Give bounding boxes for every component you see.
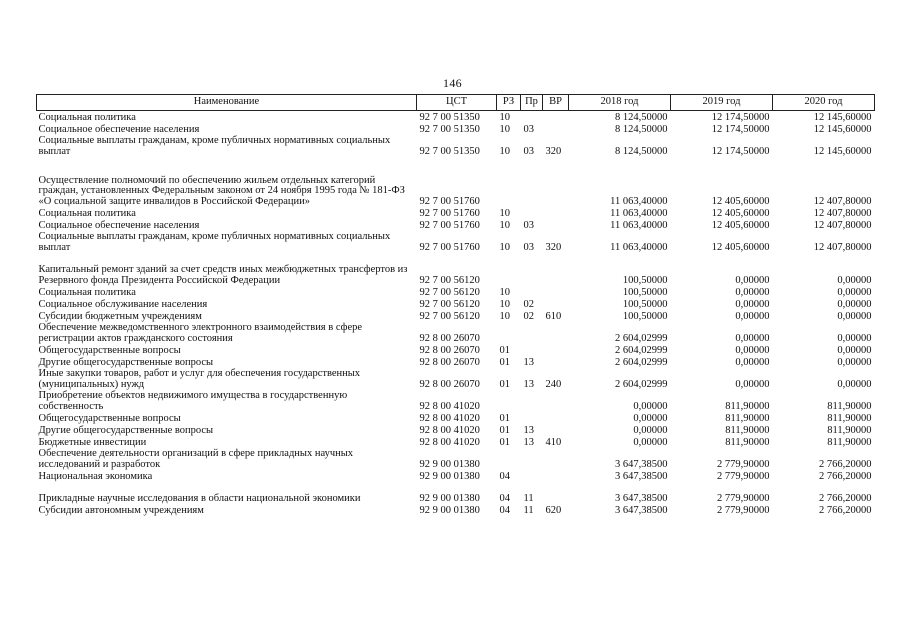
- cell-2020: 2 766,20000: [819, 504, 872, 516]
- table-row: [37, 390, 875, 412]
- table-row: [37, 412, 875, 424]
- table-row: [37, 344, 875, 356]
- cell-2020: 12 407,80000: [813, 195, 872, 207]
- cell-cst: 92 7 00 51760: [419, 241, 480, 253]
- cell-pr: [521, 344, 543, 356]
- cell-rz: [497, 390, 521, 412]
- cell-cst: 92 7 00 51760: [419, 195, 480, 207]
- cell-cst: 92 7 00 51350: [419, 145, 480, 157]
- cell-2019: 0,00000: [735, 344, 770, 356]
- cell-2019: 2 779,90000: [717, 458, 770, 470]
- cell-2019: 12 405,60000: [711, 241, 770, 253]
- cell-cst: 92 8 00 26070: [419, 344, 480, 356]
- cell-2020: 2 766,20000: [819, 458, 872, 470]
- cell-rz: 04: [499, 470, 510, 482]
- cell-2019: 0,00000: [735, 356, 770, 368]
- cell-cst: 92 8 00 41020: [419, 436, 480, 448]
- table-row: [37, 253, 875, 286]
- cell-rz: [497, 253, 521, 286]
- cell-pr: [521, 157, 543, 207]
- cell-cst: 92 8 00 26070: [419, 378, 480, 390]
- cell-vr: 620: [545, 504, 562, 516]
- header-2019: 2019 год: [671, 95, 773, 111]
- cell-2019: 12 174,50000: [711, 111, 770, 123]
- cell-rz: 10: [499, 310, 510, 322]
- cell-2018: 11 063,40000: [610, 195, 668, 207]
- cell-cst: 92 7 00 56120: [419, 274, 480, 286]
- cell-pr: [521, 111, 543, 124]
- cell-vr: [543, 286, 569, 298]
- cell-2019: 811,90000: [725, 400, 770, 412]
- header-name: Наименование: [37, 95, 417, 111]
- cell-2020: 0,00000: [837, 286, 872, 298]
- cell-cst: 92 8 00 26070: [419, 356, 480, 368]
- cell-pr: 02: [523, 298, 534, 310]
- cell-vr: [543, 470, 569, 482]
- cell-2020: 12 407,80000: [813, 207, 872, 219]
- cell-2019: 811,90000: [725, 436, 770, 448]
- cell-2020: 0,00000: [837, 344, 872, 356]
- cell-vr: [543, 448, 569, 470]
- cell-rz: 10: [499, 298, 510, 310]
- cell-vr: [543, 482, 569, 504]
- cell-vr: [543, 219, 569, 231]
- cell-pr: 13: [523, 378, 534, 390]
- cell-2018: 0,00000: [633, 400, 668, 412]
- cell-name: Другие общегосударственные вопросы: [38, 356, 214, 368]
- cell-2019: 0,00000: [735, 298, 770, 310]
- cell-rz: 01: [499, 378, 510, 390]
- cell-2018: 0,00000: [633, 436, 668, 448]
- cell-cst: 92 9 00 01380: [419, 458, 480, 470]
- cell-2018: 0,00000: [633, 424, 668, 436]
- cell-name: Субсидии автономным учреждениям: [38, 504, 204, 516]
- cell-vr: [543, 111, 569, 124]
- cell-2019: 0,00000: [735, 286, 770, 298]
- page-number: 146: [443, 76, 462, 90]
- cell-rz: 04: [499, 504, 510, 516]
- cell-rz: 10: [499, 111, 510, 123]
- cell-2019: 0,00000: [735, 378, 770, 390]
- cell-vr: [543, 123, 569, 135]
- cell-2018: 100,50000: [622, 310, 668, 322]
- cell-name: Социальное обеспечение населения: [38, 123, 200, 135]
- cell-rz: 01: [499, 424, 510, 436]
- cell-2020: 811,90000: [827, 400, 872, 412]
- cell-vr: [543, 344, 569, 356]
- cell-2019: 12 405,60000: [711, 207, 770, 219]
- cell-rz: 10: [499, 123, 510, 135]
- table-header-row: [37, 95, 875, 111]
- cell-2019: 2 779,90000: [717, 504, 770, 516]
- table-row: [37, 310, 875, 322]
- cell-2020: 0,00000: [837, 378, 872, 390]
- cell-pr: [521, 412, 543, 424]
- cell-cst: 92 9 00 01380: [419, 492, 480, 504]
- cell-2019: 12 405,60000: [711, 195, 770, 207]
- table-row: [37, 231, 875, 253]
- table-row: [37, 424, 875, 436]
- cell-rz: [497, 322, 521, 344]
- cell-2019: 811,90000: [725, 412, 770, 424]
- cell-rz: 10: [499, 207, 510, 219]
- cell-2020: 0,00000: [837, 332, 872, 344]
- cell-rz: 10: [499, 145, 510, 157]
- cell-pr: 11: [523, 492, 534, 504]
- table-row: [37, 504, 875, 516]
- cell-2020: 12 145,60000: [813, 145, 872, 157]
- cell-pr: 13: [523, 436, 534, 448]
- cell-rz: 01: [499, 344, 510, 356]
- cell-2019: 0,00000: [735, 332, 770, 344]
- cell-pr: [521, 390, 543, 412]
- table-row: [37, 135, 875, 157]
- cell-2019: 2 779,90000: [717, 492, 770, 504]
- cell-cst: 92 7 00 56120: [419, 310, 480, 322]
- cell-2020: 0,00000: [837, 274, 872, 286]
- cell-2020: 12 145,60000: [813, 111, 872, 123]
- header-pr: Пр: [521, 95, 543, 111]
- table-body: [37, 111, 875, 517]
- cell-vr: 610: [545, 310, 562, 322]
- header-cst: ЦСТ: [417, 95, 497, 111]
- cell-vr: [543, 412, 569, 424]
- cell-vr: [543, 390, 569, 412]
- table-row: [37, 356, 875, 368]
- cell-2018: 2 604,02999: [615, 378, 668, 390]
- cell-2019: 811,90000: [725, 424, 770, 436]
- cell-name: Обеспечение межведомственного электронного взаимодействия в сфере регистрации актов гражданского состояния: [38, 322, 363, 344]
- cell-name: Социальное обеспечение населения: [38, 219, 200, 231]
- cell-rz: 04: [499, 492, 510, 504]
- cell-name: Социальная политика: [38, 111, 136, 123]
- cell-2020: 811,90000: [827, 412, 872, 424]
- cell-2018: 100,50000: [622, 298, 668, 310]
- cell-pr: [521, 253, 543, 286]
- cell-2018: 100,50000: [622, 274, 668, 286]
- cell-2020: 12 145,60000: [813, 123, 872, 135]
- cell-vr: 320: [545, 241, 562, 253]
- cell-vr: [543, 322, 569, 344]
- cell-pr: 11: [523, 504, 534, 516]
- cell-2020: 12 407,80000: [813, 241, 872, 253]
- table-row: [37, 448, 875, 470]
- cell-name: Капитальный ремонт зданий за счет средств иных межбюджетных трансфертов из Резервного фонда Президента Российской Федерации: [38, 264, 408, 286]
- cell-2019: 12 405,60000: [711, 219, 770, 231]
- cell-name: Бюджетные инвестиции: [38, 436, 147, 448]
- cell-name: Социальное обслуживание населения: [38, 298, 208, 310]
- cell-2020: 0,00000: [837, 310, 872, 322]
- cell-2018: 0,00000: [633, 412, 668, 424]
- cell-cst: 92 7 00 51350: [419, 123, 480, 135]
- cell-2020: 2 766,20000: [819, 470, 872, 482]
- header-vr: ВР: [543, 95, 569, 111]
- cell-2019: 0,00000: [735, 310, 770, 322]
- cell-cst: 92 9 00 01380: [419, 470, 480, 482]
- cell-rz: [497, 448, 521, 470]
- cell-rz: 01: [499, 412, 510, 424]
- cell-rz: 10: [499, 241, 510, 253]
- cell-name: Социальная политика: [38, 286, 136, 298]
- cell-vr: [543, 356, 569, 368]
- cell-pr: 13: [523, 356, 534, 368]
- table-row: [37, 322, 875, 344]
- cell-rz: 10: [499, 286, 510, 298]
- cell-2018: 11 063,40000: [610, 207, 668, 219]
- cell-pr: [521, 322, 543, 344]
- cell-name: Осуществление полномочий по обеспечению жильем отдельных категорий граждан, установленных Федеральным законом от 24 ноября 1995 года № 181-ФЗ «О социальной защите инвалидов в Российской Федерации»: [38, 174, 405, 207]
- cell-2018: 3 647,38500: [615, 504, 668, 516]
- cell-vr: 410: [545, 436, 562, 448]
- cell-vr: [543, 298, 569, 310]
- cell-2020: 811,90000: [827, 424, 872, 436]
- cell-name: Приобретение объектов недвижимого имущества в государственную собственность: [38, 390, 348, 412]
- cell-2018: 11 063,40000: [610, 241, 668, 253]
- table-row: [37, 157, 875, 207]
- cell-pr: 03: [523, 123, 534, 135]
- cell-name: Иные закупки товаров, работ и услуг для обеспечения государственных (муниципальных) нужд: [38, 368, 361, 390]
- cell-2018: 8 124,50000: [615, 111, 668, 123]
- budget-table: [36, 94, 875, 516]
- cell-2018: 3 647,38500: [615, 492, 668, 504]
- cell-rz: 01: [499, 436, 510, 448]
- table-row: [37, 207, 875, 219]
- cell-pr: [521, 207, 543, 219]
- cell-cst: 92 9 00 01380: [419, 504, 480, 516]
- cell-name: Прикладные научные исследования в области национальной экономики: [38, 492, 361, 504]
- cell-name: Субсидии бюджетным учреждениям: [38, 310, 202, 322]
- header-2018: 2018 год: [569, 95, 671, 111]
- cell-cst: 92 7 00 56120: [419, 286, 480, 298]
- cell-vr: [543, 157, 569, 207]
- table-row: [37, 286, 875, 298]
- cell-vr: [543, 424, 569, 436]
- cell-2020: 0,00000: [837, 298, 872, 310]
- cell-pr: 13: [523, 424, 534, 436]
- cell-vr: 320: [545, 145, 562, 157]
- cell-cst: 92 7 00 56120: [419, 298, 480, 310]
- cell-vr: [543, 207, 569, 219]
- cell-rz: 10: [499, 219, 510, 231]
- cell-name: Социальные выплаты гражданам, кроме публичных нормативных социальных выплат: [38, 135, 391, 157]
- cell-2018: 2 604,02999: [615, 356, 668, 368]
- cell-cst: 92 8 00 41020: [419, 424, 480, 436]
- cell-cst: 92 8 00 41020: [419, 412, 480, 424]
- table-row: [37, 219, 875, 231]
- table-row: [37, 123, 875, 135]
- cell-name: Национальная экономика: [38, 470, 153, 482]
- cell-rz: [497, 157, 521, 207]
- header-2020: 2020 год: [773, 95, 875, 111]
- cell-pr: [521, 286, 543, 298]
- cell-2018: 100,50000: [622, 286, 668, 298]
- table-row: [37, 298, 875, 310]
- cell-2019: 0,00000: [735, 274, 770, 286]
- cell-2020: 811,90000: [827, 436, 872, 448]
- cell-name: Другие общегосударственные вопросы: [38, 424, 214, 436]
- cell-pr: [521, 470, 543, 482]
- table-row: [37, 436, 875, 448]
- cell-rz: 01: [499, 356, 510, 368]
- cell-name: Общегосударственные вопросы: [38, 412, 181, 424]
- cell-vr: 240: [545, 378, 562, 390]
- cell-2020: 12 407,80000: [813, 219, 872, 231]
- table-row: [37, 470, 875, 482]
- cell-2019: 2 779,90000: [717, 470, 770, 482]
- cell-2019: 12 174,50000: [711, 123, 770, 135]
- cell-pr: [521, 448, 543, 470]
- cell-name: Общегосударственные вопросы: [38, 344, 181, 356]
- cell-vr: [543, 253, 569, 286]
- cell-pr: 03: [523, 145, 534, 157]
- cell-2018: 8 124,50000: [615, 123, 668, 135]
- cell-2018: 8 124,50000: [615, 145, 668, 157]
- table-row: [37, 482, 875, 504]
- cell-name: Социальная политика: [38, 207, 136, 219]
- cell-2018: 3 647,38500: [615, 470, 668, 482]
- cell-cst: 92 7 00 51350: [419, 111, 480, 123]
- cell-2018: 3 647,38500: [615, 458, 668, 470]
- cell-2019: 12 174,50000: [711, 145, 770, 157]
- cell-2020: 0,00000: [837, 356, 872, 368]
- cell-name: Обеспечение деятельности организаций в сфере прикладных научных исследований и разработок: [38, 448, 354, 470]
- cell-cst: 92 8 00 41020: [419, 400, 480, 412]
- cell-pr: 03: [523, 219, 534, 231]
- cell-cst: 92 8 00 26070: [419, 332, 480, 344]
- table-row: [37, 111, 875, 124]
- header-rz: РЗ: [497, 95, 521, 111]
- cell-cst: 92 7 00 51760: [419, 219, 480, 231]
- cell-2018: 2 604,02999: [615, 344, 668, 356]
- cell-cst: 92 7 00 51760: [419, 207, 480, 219]
- cell-name: Социальные выплаты гражданам, кроме публичных нормативных социальных выплат: [38, 231, 391, 253]
- table-row: [37, 368, 875, 390]
- cell-pr: 03: [523, 241, 534, 253]
- cell-2020: 2 766,20000: [819, 492, 872, 504]
- cell-2018: 2 604,02999: [615, 332, 668, 344]
- cell-pr: 02: [523, 310, 534, 322]
- cell-2018: 11 063,40000: [610, 219, 668, 231]
